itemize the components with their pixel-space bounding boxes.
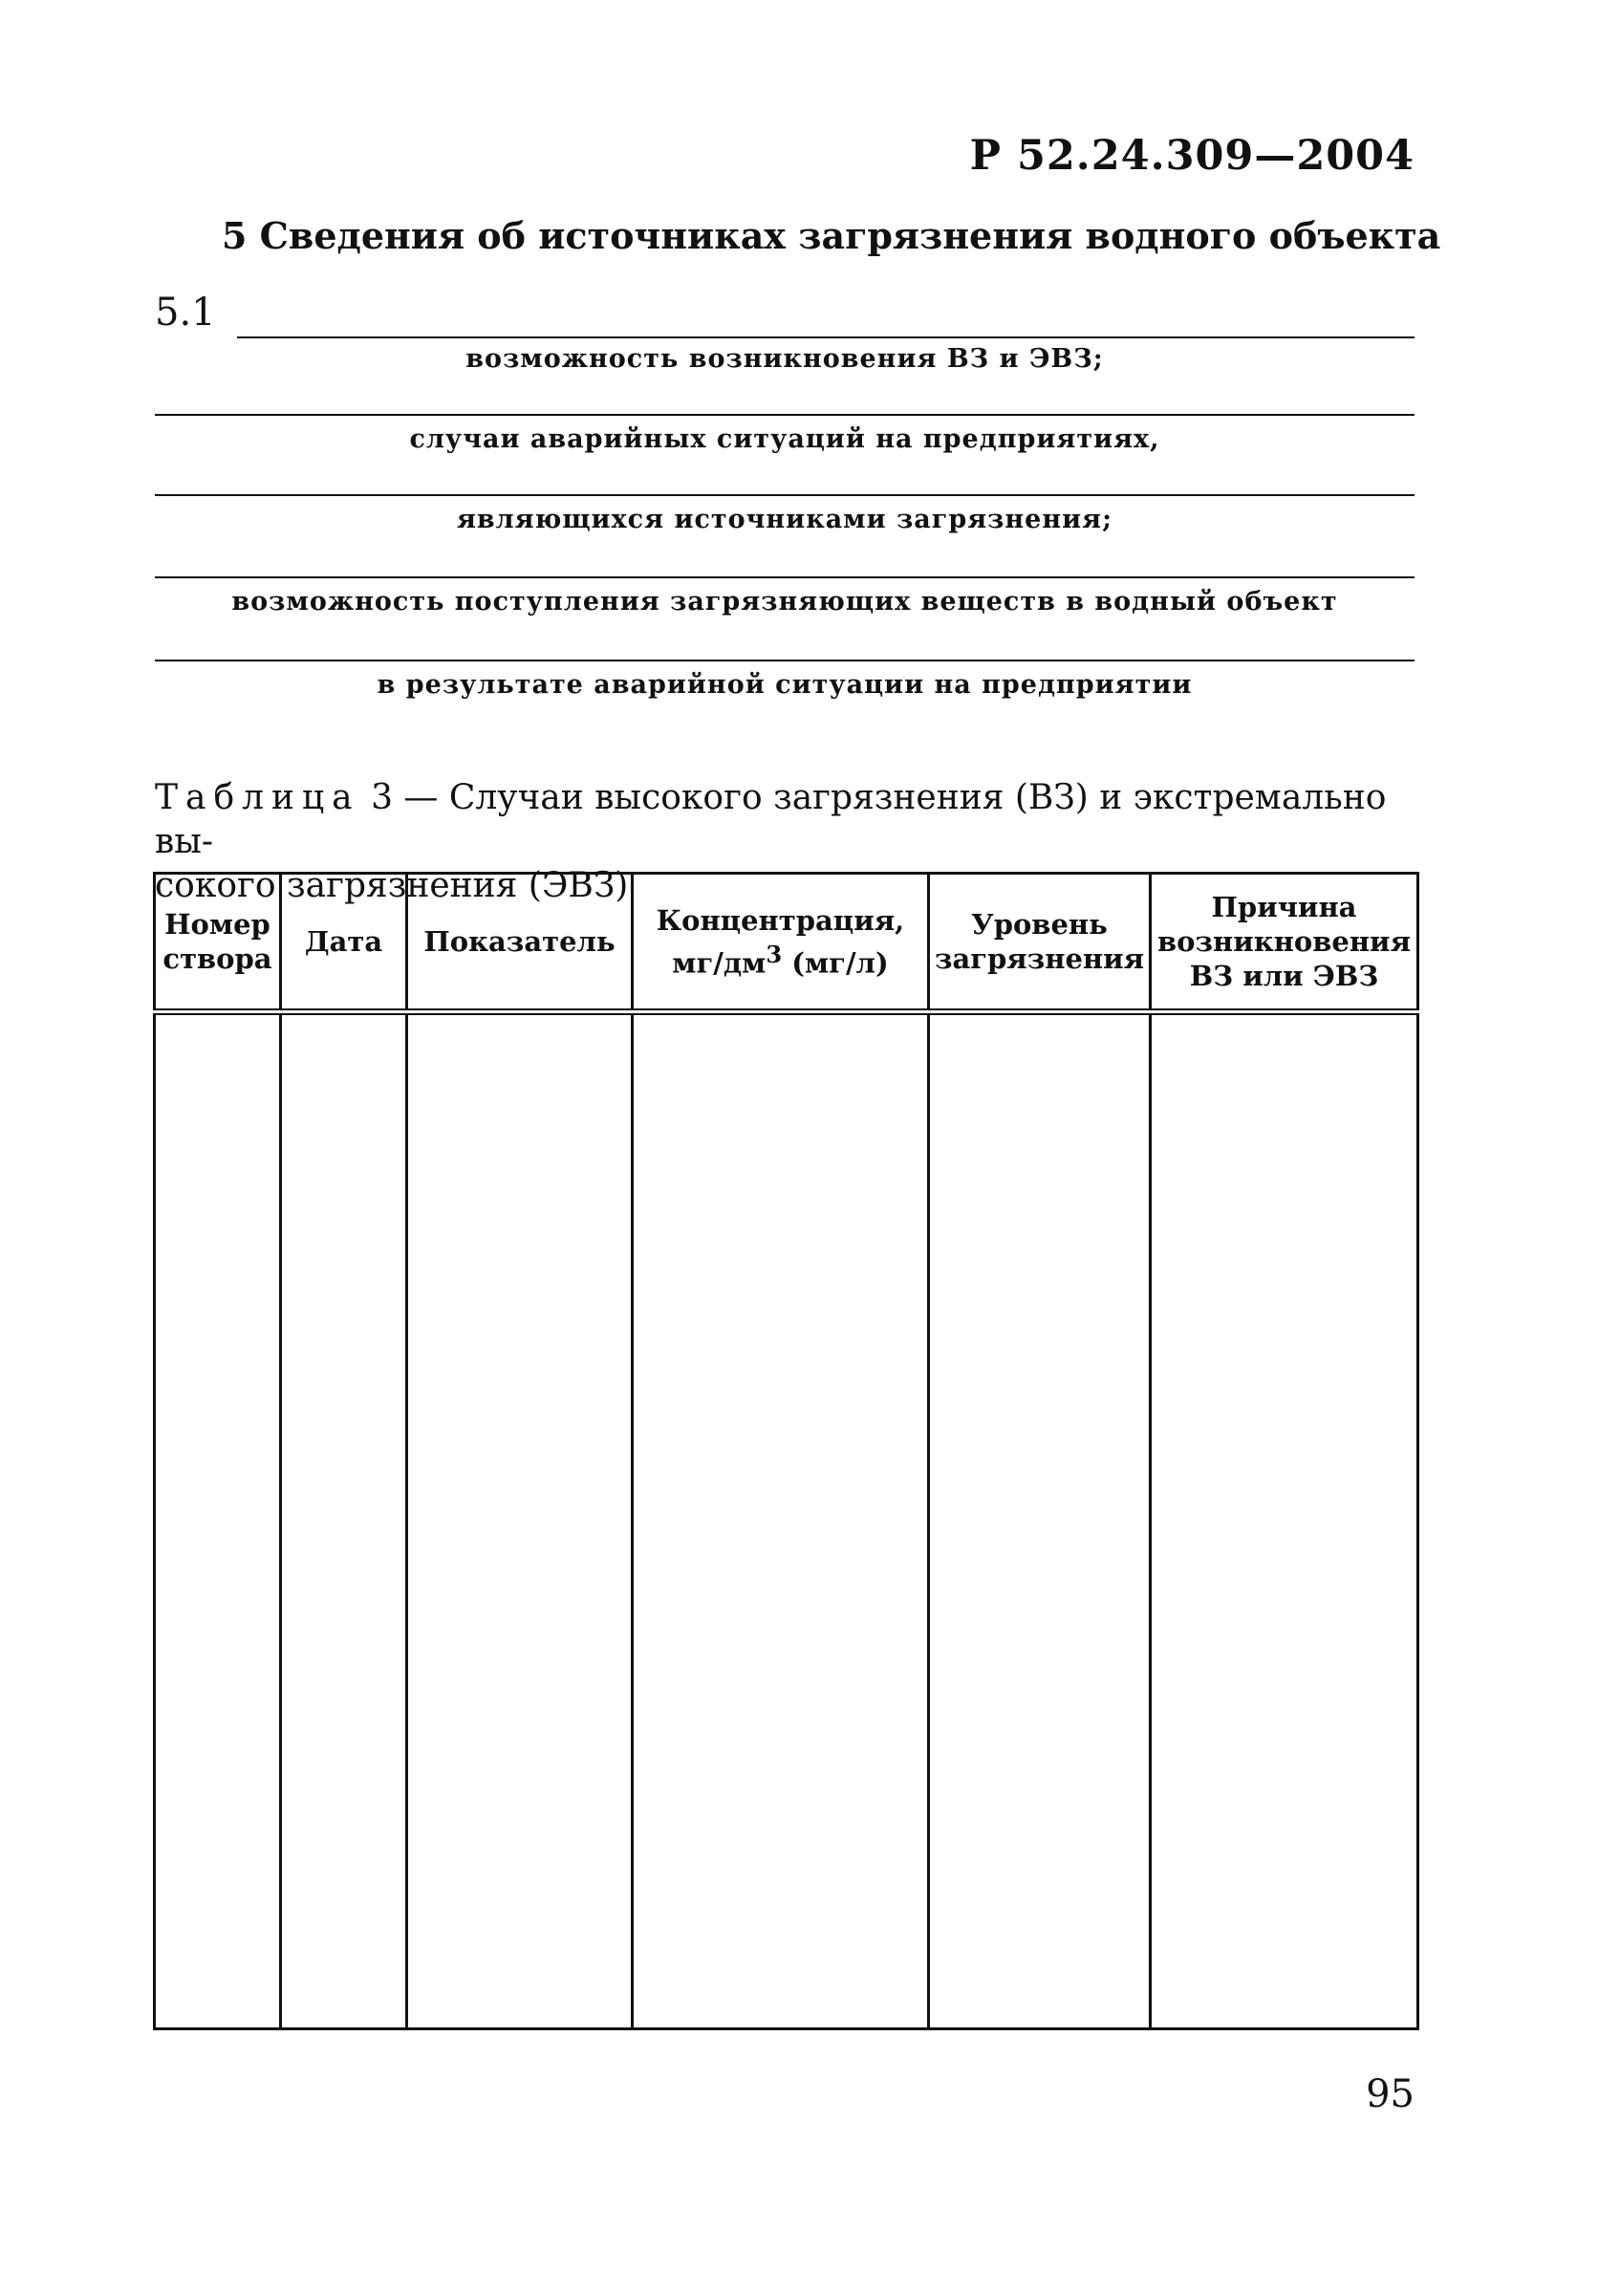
fill-line — [237, 336, 1415, 338]
column-header-indicator: Показатель — [407, 874, 633, 1012]
field-caption: возможность возникновения ВЗ и ЭВЗ; — [465, 344, 1104, 374]
section-title: 5 Сведения об источниках загрязнения водного объекта — [222, 214, 1441, 257]
page-number: 95 — [1366, 2072, 1415, 2116]
table-cell — [633, 1012, 929, 2029]
column-header-pollution-level: Уровень загрязнения — [929, 874, 1151, 1012]
table-cell — [281, 1012, 407, 2029]
fill-line — [155, 494, 1415, 496]
fill-line — [155, 576, 1415, 578]
field-caption: возможность поступления загрязняющих веществ в водный объект — [231, 587, 1338, 617]
field-caption: в результате аварийной ситуации на предприятии — [377, 670, 1193, 700]
table-caption-text: 3 — Случаи высокого загрязнения (ВЗ) и экстремально вы- — [155, 778, 1387, 861]
table-caption-label: Таблица — [155, 778, 360, 817]
table-header-row — [155, 874, 1418, 1012]
column-header-date: Дата — [281, 874, 407, 1012]
column-header-cause: Причина возникновения ВЗ или ЭВЗ — [1151, 874, 1418, 1012]
clause-number: 5.1 — [155, 291, 216, 335]
fill-line — [155, 660, 1415, 661]
table-cell — [407, 1012, 633, 2029]
document-code: Р 52.24.309—2004 — [969, 132, 1415, 180]
field-caption: являющихся источниками загрязнения; — [456, 505, 1113, 534]
table-caption-text-cont: сокого загрязнения (ЭВЗ) — [155, 866, 629, 905]
column-header-section-number: Номер створа — [155, 874, 281, 1012]
table-cell — [155, 1012, 281, 2029]
table-cell — [1151, 1012, 1418, 2029]
fill-line — [155, 414, 1415, 416]
field-caption: случаи аварийных ситуаций на предприятиях, — [409, 424, 1160, 454]
column-header-concentration: Концентрация, $мг/дм^3$ (мг/л) — [633, 874, 929, 1012]
pollution-cases-table — [153, 872, 1419, 2030]
table-cell — [929, 1012, 1151, 2029]
table-row — [155, 1012, 1418, 2029]
